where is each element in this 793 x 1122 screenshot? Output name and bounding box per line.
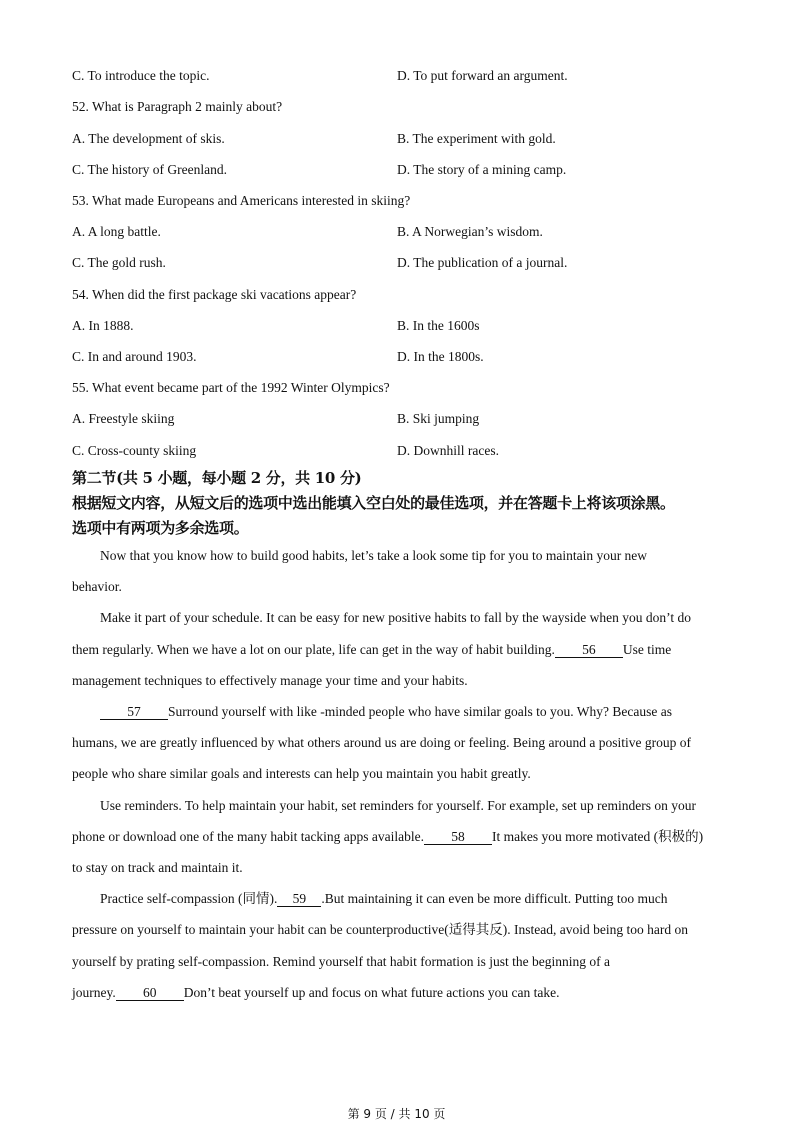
passage-text-after-blank: Don’t beat yourself up and focus on what future actions you can take. [183,985,560,1000]
passage-text: them regularly. When we have a lot on our plate, life can get in the way of habit building. [72,642,555,657]
passage-line [100,890,668,908]
option-right: B. Ski jumping [397,411,480,426]
passage-text: Make it part of your schedule. It can be easy for new positive habits to fall by the wayside when you don’t do [100,610,691,625]
answer-blank-59: 59 [277,891,321,907]
option-left: C. The gold rush. [72,255,166,270]
passage-line [100,703,672,721]
passage-line [72,984,560,1002]
passage-text: to stay on track and maintain it. [72,860,243,875]
passage-text-after-blank: It makes you more motivated (积极的) [492,829,704,844]
passage-text: Practice self-compassion (同情). [100,891,278,906]
passage-line [72,828,703,846]
question-stem: 54. When did the first package ski vacations appear? [72,287,357,302]
option-right: B. A Norwegian’s wisdom. [397,224,543,239]
question-stem: 52. What is Paragraph 2 mainly about? [72,99,283,114]
passage-text: yourself by prating self-compassion. Remind yourself that habit formation is just the beginning of a [72,954,611,969]
section-instruction: 根据短文内容，从短文后的选项中选出能填入空白处的最佳选项，并在答题卡上将该项涂黑。 [72,494,675,512]
passage-text: management techniques to effectively manage your time and your habits. [72,673,468,688]
option-left: C. Cross-county skiing [72,443,197,458]
option-left: C. To introduce the topic. [72,68,210,83]
option-right: B. In the 1600s [397,318,480,333]
passage-text: behavior. [72,579,122,594]
passage-text: journey. [72,985,116,1000]
option-left: A. A long battle. [72,224,161,239]
section-title: 第二节(共 5 小题，每小题 2 分，共 10 分) [72,469,362,487]
option-right: D. The publication of a journal. [397,255,568,270]
passage-text: pressure on yourself to maintain your habit can be counterproductive(适得其反). Instead, avoid being too hard on [72,922,688,937]
question-stem: 53. What made Europeans and Americans interested in skiing? [72,193,411,208]
option-right: D. The story of a mining camp. [397,162,567,177]
option-right: D. To put forward an argument. [397,68,568,83]
passage-text: people who share similar goals and interests can help you maintain you habit greatly. [72,766,531,781]
passage-text: humans, we are greatly influenced by what others around us are doing or feeling. Being around a positive group of [72,735,691,750]
passage-text-after-blank: Surround yourself with like -minded people who have similar goals to you. Why? Because as [168,704,673,719]
passage-text: Now that you know how to build good habits, let’s take a look some tip for you to maintain your new [100,548,648,563]
passage-text: Use reminders. To help maintain your habit, set reminders for yourself. For example, set up reminders on your [100,798,697,813]
passage-line [100,797,696,815]
option-left: C. The history of Greenland. [72,162,227,177]
option-left: C. In and around 1903. [72,349,197,364]
question-stem: 55. What event became part of the 1992 Winter Olympics? [72,380,390,395]
page-footer: 第 9 页 / 共 10 页 [347,1107,446,1121]
option-left: A. In 1888. [72,318,134,333]
option-left: A. The development of skis. [72,131,225,146]
passage-line [72,672,468,690]
option-right: B. The experiment with gold. [397,131,556,146]
answer-blank-58: 58 [424,829,492,845]
passage-line [72,578,122,596]
passage-line [72,765,531,783]
option-right: D. In the 1800s. [397,349,484,364]
passage-line [72,641,671,659]
passage-line [100,547,647,565]
passage-text-after-blank: Use time [622,642,672,657]
option-right: D. Downhill races. [397,443,499,458]
passage-line [100,609,691,627]
passage-text-after-blank: .But maintaining it can even be more difficult. Putting too much [321,891,668,906]
passage-line [72,734,691,752]
option-left: A. Freestyle skiing [72,411,175,426]
passage-line [72,859,243,877]
answer-blank-57: 57 [100,704,168,720]
passage-line [72,953,610,971]
passage-text: phone or download one of the many habit tacking apps available. [72,829,425,844]
section-instruction-cont: 选项中有两项为多余选项。 [72,519,249,537]
passage-line [72,921,688,939]
answer-blank-56: 56 [555,642,623,658]
answer-blank-60: 60 [116,985,184,1001]
